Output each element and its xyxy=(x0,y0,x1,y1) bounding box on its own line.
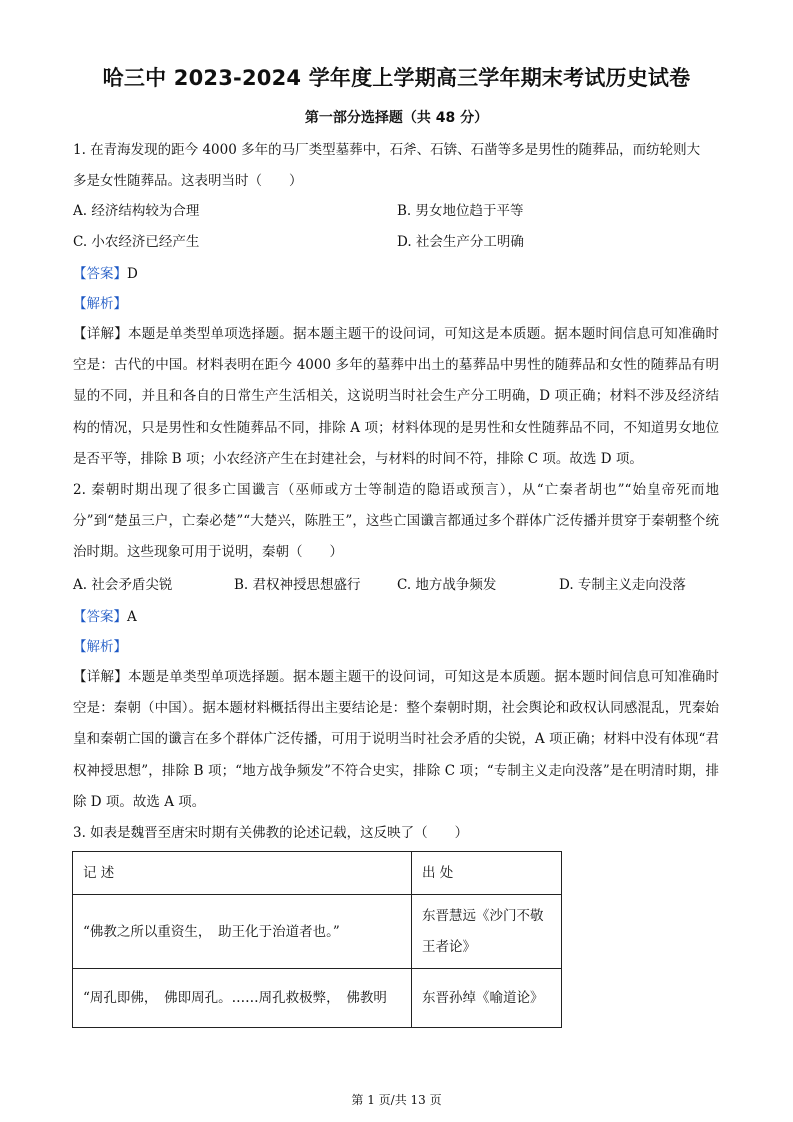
table-cell: 东晋孙绰《喻道论》 xyxy=(412,969,562,1028)
q2-option-b: B. 君权神授思想盛行 xyxy=(234,577,361,593)
q1-stem-line1: 1. 在青海发现的距今 4000 多年的马厂类型墓葬中，石斧、石锛、石凿等多是男性的随葬品，而纺轮则大 xyxy=(73,142,701,158)
q2-detail xyxy=(73,662,719,818)
q3-stem: 3. 如表是魏晋至唐宋时期有关佛教的论述记载，这反映了（ ） xyxy=(73,825,469,841)
q1-detail-tag: 【详解】 xyxy=(73,326,128,342)
section-heading: 第一部分选择题（共 48 分） xyxy=(304,110,489,126)
q2-option-c: C. 地方战争频发 xyxy=(397,577,497,593)
table-cell: “周孔即佛， 佛即周孔。……周孔救极弊， 佛教明 xyxy=(73,969,412,1028)
table-row xyxy=(73,895,562,969)
table-row xyxy=(73,969,562,1028)
q2-detail-tag: 【详解】 xyxy=(73,669,128,685)
q1-option-d: D. 社会生产分工明确 xyxy=(397,234,524,250)
q1-answer xyxy=(73,264,138,284)
table-cell: “佛教之所以重资生， 助王化于治道者也。” xyxy=(73,895,412,969)
table-header-cell: 记 述 xyxy=(73,852,412,895)
q1-analysis-label: 【解析】 xyxy=(73,296,127,312)
q2-answer xyxy=(73,607,137,627)
q3-table xyxy=(72,851,562,1028)
q1-answer-tag: 【答案】 xyxy=(73,266,127,282)
q2-answer-value: A xyxy=(127,609,137,625)
table-header-cell: 出 处 xyxy=(412,852,562,895)
q1-answer-value: D xyxy=(127,266,138,282)
q2-detail-text: 本题是单类型单项选择题。据本题主题干的设问词，可知这是本质题。据本题时间信息可知准确时空是：秦朝（中国）。据本题材料概括得出主要结论是：整个秦朝时期，社会舆论和政权认同感混乱，咒秦始皇和秦朝亡国的谶言在多个群体广泛传播，可用于说明当时社会矛盾的尖锐，A 项正确；材料中没有体现“君权神授思想”，排除 B 项；“地方战争频发”不符合史实，排除 C 项；“专制主义走向没落”是在明清时期，排除 D 项。故选 A 项。 xyxy=(73,669,719,810)
q2-analysis-label: 【解析】 xyxy=(73,639,127,655)
table-cell: 东晋慧远《沙门不敬王者论》 xyxy=(412,895,562,969)
page-number: 第 1 页/共 13 页 xyxy=(351,1093,442,1107)
q2-option-d: D. 专制主义走向没落 xyxy=(559,577,686,593)
q1-option-a: A. 经济结构较为合理 xyxy=(73,203,200,219)
q2-stem: 2. 秦朝时期出现了很多亡国谶言（巫师或方士等制造的隐语或预言），从“亡秦者胡也”“始皇帝死而地分”到“楚虽三户，亡秦必楚”“大楚兴，陈胜王”，这些亡国谶言都通过多个群体广泛传播并贯穿于秦朝整个统治时期。这些现象可用于说明，秦朝（ ） xyxy=(73,482,719,561)
q2-option-a: A. 社会矛盾尖锐 xyxy=(73,577,173,593)
q1-detail-text: 本题是单类型单项选择题。据本题主题干的设问词，可知这是本质题。据本题时间信息可知准确时空是：古代的中国。材料表明在距今 4000 多年的墓葬中出土的墓葬品中男性的随葬品和女性的随葬品有明显的不同，并且和各自的日常生产生活相关，这说明当时社会生产分工明确，D 项正确；材料不涉及经济结构的情况，只是男性和女性随葬品不同，排除 A 项；材料体现的是男性和女性随葬品不同，不知道男女地位是否平等，排除 B 项；小农经济产生在封建社会，与材料的时间不符，排除 C 项。故选 D 项。 xyxy=(73,326,719,467)
q2-analysis-tag xyxy=(73,637,127,657)
q1-detail xyxy=(73,319,719,475)
q1-option-b: B. 男女地位趋于平等 xyxy=(397,203,524,219)
q1-stem-line2: 多是女性随葬品。这表明当时（ ） xyxy=(73,173,303,189)
q1-option-c: C. 小农经济已经产生 xyxy=(73,234,200,250)
q2-answer-tag: 【答案】 xyxy=(73,609,127,625)
exam-title: 哈三中 2023-2024 学年度上学期高三学年期末考试历史试卷 xyxy=(102,66,691,90)
q1-analysis-tag xyxy=(73,294,127,314)
table-header-row xyxy=(73,852,562,895)
